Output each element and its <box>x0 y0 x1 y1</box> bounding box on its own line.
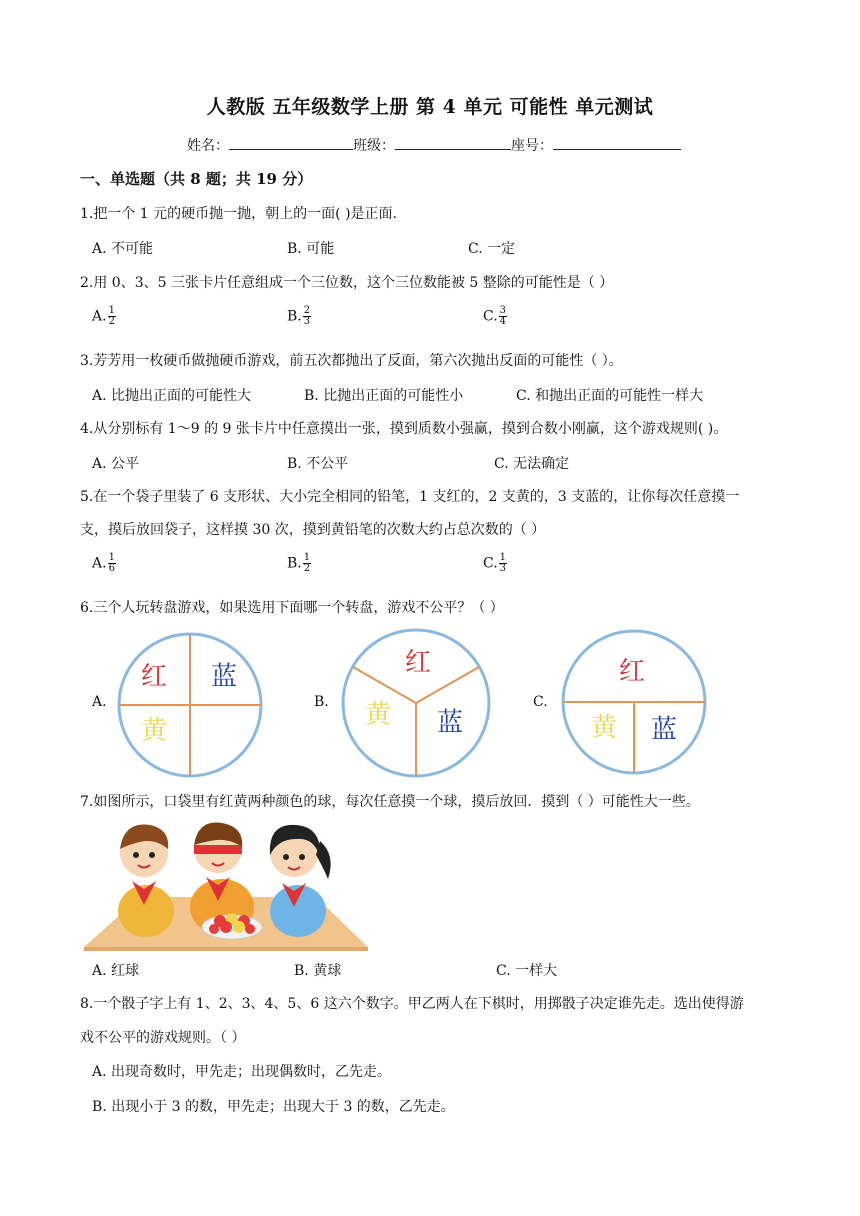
q4-option-b[interactable]: B. 不公平 <box>287 456 349 472</box>
denominator: 3 <box>499 563 507 574</box>
name-blank[interactable] <box>229 135 353 150</box>
page-title: 人教版 五年级数学上册 第 4 单元 可能性 单元测试 <box>206 96 654 118</box>
q5-option-c[interactable] <box>483 553 507 574</box>
q7-option-b[interactable]: B. 黄球 <box>294 963 342 979</box>
spinner-b-yellow-label: 黄 <box>364 700 392 730</box>
q6-option-a[interactable]: A. <box>92 694 107 710</box>
q5-option-a-fraction <box>108 553 116 574</box>
spinner-c <box>560 628 708 776</box>
spinner-a-red-label: 红 <box>140 662 168 692</box>
q3-option-a[interactable]: A. 比抛出正面的可能性大 <box>92 388 252 404</box>
question-1: 1.把一个 1 元的硬币抛一抛，朝上的一面( )是正面. <box>80 206 397 222</box>
q2-option-b-fraction <box>303 306 311 327</box>
class-label: 班级： <box>353 138 395 154</box>
q3-option-c[interactable]: C. 和抛出正面的可能性一样大 <box>516 388 704 404</box>
denominator: 4 <box>499 316 507 327</box>
numerator: 2 <box>303 305 311 316</box>
numerator: 1 <box>499 552 507 563</box>
spinner-c-blue-label: 蓝 <box>650 715 678 745</box>
section-heading: 一、单选题（共 8 题；共 19 分） <box>80 170 313 188</box>
q4-option-a[interactable]: A. 公平 <box>92 456 140 472</box>
q6-option-c[interactable]: C. <box>533 694 548 710</box>
q1-option-a[interactable]: A. 不可能 <box>92 241 154 257</box>
question-8-line-2: 戏不公平的游戏规则。（ ） <box>80 1030 246 1046</box>
question-6: 6.三个人玩转盘游戏，如果选用下面哪一个转盘，游戏不公平？（ ） <box>80 600 504 616</box>
q7-option-a[interactable]: A. 红球 <box>92 963 140 979</box>
question-7: 7.如图所示，口袋里有红黄两种颜色的球，每次任意摸一个球，摸后放回．摸到（ ）可能性大一些。 <box>80 794 700 810</box>
numerator: 1 <box>108 305 115 316</box>
q2-option-c[interactable] <box>483 306 507 327</box>
name-label: 姓名： <box>187 138 229 154</box>
q5-option-c-fraction <box>499 553 507 574</box>
denominator: 2 <box>108 316 115 327</box>
spinner-a-yellow-label: 黄 <box>140 716 168 746</box>
q2-option-a[interactable] <box>92 306 116 327</box>
q3-option-b[interactable]: B. 比抛出正面的可能性小 <box>304 388 464 404</box>
seat-label: 座号： <box>511 138 553 154</box>
question-3: 3.芳芳用一枚硬币做抛硬币游戏，前五次都抛出了反面，第六次抛出反面的可能性（ ）。 <box>80 353 623 369</box>
question-5-line-1: 5.在一个袋子里装了 6 支形状、大小完全相同的铅笔，1 支红的，2 支黄的，3 支蓝的，让你每次任意摸一 <box>80 489 740 505</box>
numerator: 1 <box>303 552 311 563</box>
q8-option-a[interactable]: A. 出现奇数时，甲先走；出现偶数时，乙先走。 <box>92 1064 392 1080</box>
q2-option-b-label: B. <box>287 308 302 325</box>
spinner-b-red-label: 红 <box>404 648 432 678</box>
student-info-line <box>187 135 681 155</box>
spinner-c-yellow-label: 黄 <box>590 713 618 743</box>
q5-option-b[interactable] <box>287 553 311 574</box>
spinner-b-blue-label: 蓝 <box>436 708 464 738</box>
q5-option-c-label: C. <box>483 555 498 572</box>
denominator: 6 <box>108 563 115 574</box>
spinner-c-red-label: 红 <box>618 657 646 687</box>
numerator: 1 <box>108 552 115 563</box>
spinner-a <box>116 631 264 779</box>
q2-option-a-fraction <box>108 306 116 327</box>
q7-option-c[interactable]: C. 一样大 <box>496 963 558 979</box>
denominator: 2 <box>303 563 311 574</box>
q5-option-b-fraction <box>303 553 311 574</box>
denominator: 3 <box>303 316 311 327</box>
q1-option-c[interactable]: C. 一定 <box>468 241 516 257</box>
q8-option-b[interactable]: B. 出现小于 3 的数，甲先走；出现大于 3 的数，乙先走。 <box>92 1099 455 1115</box>
q6-option-b[interactable]: B. <box>314 694 329 710</box>
question-5-line-2: 支，摸后放回袋子，这样摸 30 次，摸到黄铅笔的次数大约占总次数的（ ） <box>80 522 546 538</box>
question-8-line-1: 8.一个骰子字上有 1、2、3、4、5、6 这六个数字。甲乙两人在下棋时，用掷骰子决定谁先走。选出使得游 <box>80 996 744 1012</box>
question-2: 2.用 0、3、5 三张卡片任意组成一个三位数，这个三位数能被 5 整除的可能性是（ ） <box>80 275 614 291</box>
q5-option-b-label: B. <box>287 555 302 572</box>
q2-option-a-label: A. <box>92 308 107 325</box>
class-blank[interactable] <box>395 135 511 150</box>
q2-option-c-label: C. <box>483 308 498 325</box>
seat-blank[interactable] <box>553 135 681 150</box>
q4-option-c[interactable]: C. 无法确定 <box>494 456 570 472</box>
q5-option-a[interactable] <box>92 553 116 574</box>
numerator: 3 <box>499 305 507 316</box>
q2-option-c-fraction <box>499 306 507 327</box>
spinner-a-blue-label: 蓝 <box>210 662 238 692</box>
children-picking-balls-illustration <box>84 815 368 951</box>
question-4: 4.从分别标有 1～9 的 9 张卡片中任意摸出一张，摸到质数小强赢，摸到合数小刚赢，这个游戏规则( )。 <box>80 421 728 437</box>
q2-option-b[interactable] <box>287 306 311 327</box>
q1-option-b[interactable]: B. 可能 <box>287 241 335 257</box>
spinner-b <box>340 627 492 779</box>
q5-option-a-label: A. <box>92 555 107 572</box>
